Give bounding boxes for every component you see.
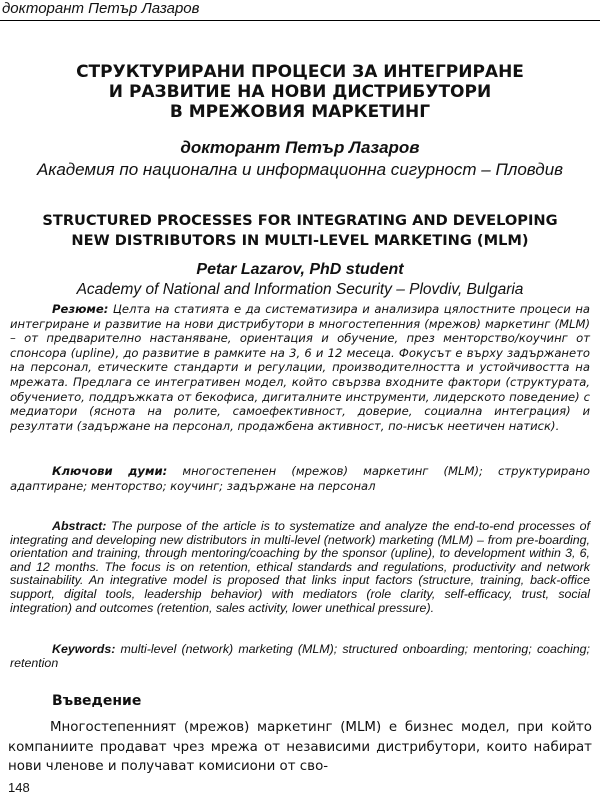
title-english-line-2: NEW DISTRIBUTORS IN MULTI-LEVEL MARKETING (MLM): [71, 232, 529, 249]
keywords-bulgarian-text: многостепенен (мрежов) маркетинг (MLM); структурирано адаптиране; менторство; коучинг; задържане на персонал: [10, 464, 590, 493]
keywords-english: [10, 643, 590, 670]
abstract-bulgarian-label: Резюме:: [52, 302, 109, 316]
keywords-english-label: Keywords:: [52, 642, 116, 656]
title-bulgarian-line-2: И РАЗВИТИЕ НА НОВИ ДИСТРИБУТОРИ: [108, 82, 492, 102]
keywords-bulgarian-label: Ключови думи:: [52, 464, 168, 478]
title-english-line-1: STRUCTURED PROCESSES FOR INTEGRATING AND DEVELOPING: [42, 212, 558, 229]
page-number: 148: [8, 780, 30, 795]
title-bulgarian-line-3: В МРЕЖОВИЯ МАРКЕТИНГ: [169, 102, 431, 122]
author-bulgarian: докторант Петър Лазаров: [180, 138, 420, 157]
abstract-bulgarian-text: Целта на статията е да систематизира и анализира цялостните процеси на интегриране и развитие на нови дистрибутори в многостепенния (мрежов) маркетинг (MLM) – от предварително настаняване, ориентация и обучение, през менторство/коучинг от спонсора (upline), до развитие в рамките на 3, 6 и 12 месеца. Фокусът е върху задържането на персонал, етическите стандарти и регулации, производителността и устойчивостта на мрежата. Предлага се интегративен модел, който свързва входните фактори (структурата, обучението, поддръжката от бекофиса, дигиталните инструменти, лидерското поведение) с медиатори (яснота на ролите, самоефективност, доверие, социална интеграция) и резултати (задържане на персонал, продажбена активност, по-нисък неетичен натиск).: [10, 302, 591, 433]
section-heading-introduction: Въведение: [52, 693, 142, 709]
title-english: [6, 211, 594, 251]
body-paragraph: [8, 718, 592, 777]
author-english: Petar Lazarov, PhD student: [196, 261, 404, 278]
body-paragraph-text: Многостепенният (мрежов) маркетинг (MLM) е бизнес модел, при който компаниите продават чрез мрежа от независими дистрибутори, които набират нови членове и получават комисиони от сво-: [8, 720, 592, 775]
title-bulgarian: [20, 62, 580, 122]
abstract-english: [10, 520, 590, 615]
affiliation-english: Academy of National and Information Security – Plovdiv, Bulgaria: [76, 281, 524, 298]
abstract-bulgarian: [10, 302, 590, 433]
keywords-english-text: multi-level (network) marketing (MLM); structured onboarding; mentoring; coaching; retention: [10, 642, 590, 670]
title-bulgarian-line-1: СТРУКТУРИРАНИ ПРОЦЕСИ ЗА ИНТЕГРИРАНЕ: [76, 62, 524, 82]
keywords-bulgarian: [10, 464, 590, 493]
abstract-english-label: Abstract:: [52, 519, 107, 533]
running-header: докторант Петър Лазаров: [0, 0, 600, 21]
affiliation-bulgarian: Академия по национална и информационна сигурност – Пловдив: [36, 160, 564, 179]
abstract-english-text: The purpose of the article is to systematize and analyze the end-to-end processes of integrating and developing new distributors in multi-level (network) marketing (MLM) – from pre-boarding, orientation and training, through mentoring/coaching by the sponsor (upline), to development within 3, 6, and 12 months. The focus is on retention, ethical standards and regulations, productivity and network sustainability. An integrative model is proposed that links input factors (structure, training, back-office support, digital tools, leadership behavior) with mediators (role clarity, self-efficacy, trust, social integration) and outcomes (retention, sales activity, lower unethical pressure).: [10, 519, 590, 615]
